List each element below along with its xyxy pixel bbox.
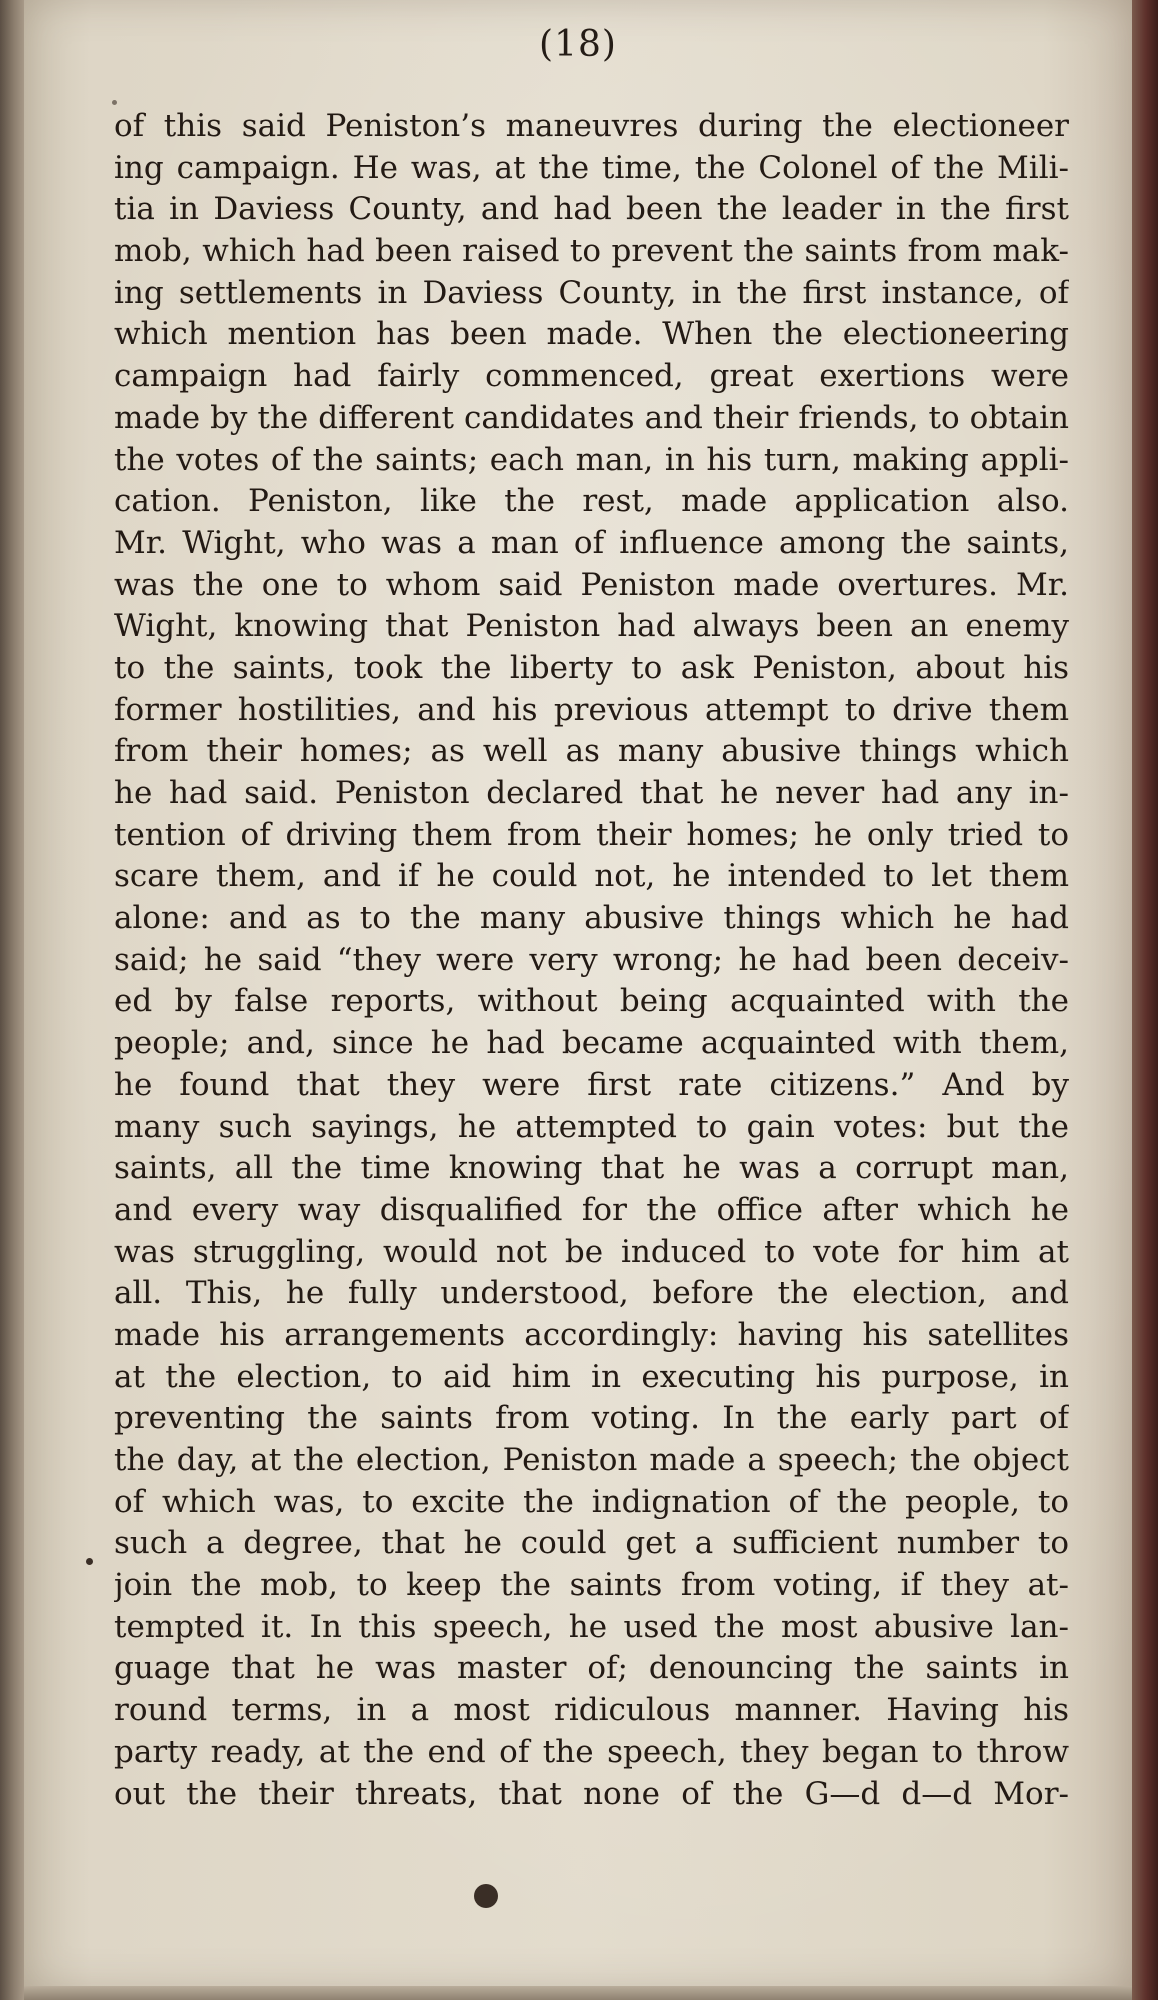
text-line: the day, at the election, Peniston made a speech; the object [114, 1442, 1069, 1478]
page-number: (18) [539, 24, 617, 65]
text-line: people; and, since he had became acquainted with them, [114, 1025, 1069, 1062]
text-line: former hostilities, and his previous attempt to drive them [114, 691, 1069, 728]
text-line: mob, which had been raised to prevent the saints from mak- [114, 233, 1069, 270]
text-line: was the one to whom said Peniston made overtures. Mr. [114, 566, 1069, 603]
text-line: at the election, to aid him in executing his purpose, in [114, 1358, 1069, 1395]
right-book-cover-edge [1132, 0, 1158, 2000]
text-line: ing settlements in Daviess County, in the first instance, of [114, 274, 1069, 311]
page-bottom-edge [24, 1986, 1132, 2000]
text-line: he had said. Peniston declared that he never had any in- [114, 775, 1069, 811]
text-line: party ready, at the end of the speech, they began to throw [114, 1733, 1069, 1770]
text-line: round terms, in a most ridiculous manner. Having his [114, 1692, 1069, 1729]
text-line: tempted it. In this speech, he used the most abusive lan- [114, 1608, 1069, 1645]
text-line: from their homes; as well as many abusive things which [114, 733, 1069, 770]
text-line: to the saints, took the liberty to ask Peniston, about his [114, 649, 1069, 686]
ink-speck [86, 1558, 93, 1565]
text-line: ing campaign. He was, at the time, the Colonel of the Mili- [114, 149, 1069, 186]
text-line: tention of driving them from their homes; he only tried to [114, 816, 1069, 853]
text-line: join the mob, to keep the saints from voting, if they at- [114, 1567, 1069, 1604]
text-line: the votes of the saints; each man, in his turn, making appli- [114, 441, 1069, 478]
body-text [114, 106, 1069, 1815]
text-line: made his arrangements accordingly: having his satellites [114, 1316, 1069, 1353]
text-line: all. This, he fully understood, before the election, and [114, 1275, 1069, 1312]
text-line: Wight, knowing that Peniston had always been an enemy [114, 608, 1069, 645]
text-line: made by the different candidates and their friends, to obtain [114, 399, 1069, 436]
text-line: tia in Daviess County, and had been the leader in the first [114, 191, 1069, 228]
paper-page [24, 0, 1132, 1990]
text-line: was struggling, would not be induced to vote for him at [114, 1233, 1069, 1270]
text-line: said; he said “they were very wrong; he had been deceiv- [114, 941, 1069, 978]
text-line: cation. Peniston, like the rest, made application also. [114, 483, 1069, 520]
text-line: he found that they were first rate citizens.” And by [114, 1066, 1069, 1103]
text-line: saints, all the time knowing that he was a corrupt man, [114, 1150, 1069, 1187]
text-line: out the their threats, that none of the G—d d—d Mor- [114, 1775, 1069, 1812]
text-line: scare them, and if he could not, he intended to let them [114, 858, 1069, 895]
text-line: of which was, to excite the indignation of the people, to [114, 1483, 1069, 1520]
text-line: of this said Peniston’s maneuvres during the electioneer [114, 108, 1069, 144]
text-line: and every way disqualified for the office after which he [114, 1191, 1069, 1228]
text-line: ed by false reports, without being acquainted with the [114, 983, 1069, 1020]
ink-speck [112, 100, 117, 105]
ink-speck [474, 1884, 498, 1908]
text-line: preventing the saints from voting. In the early part of [114, 1400, 1069, 1437]
text-line: guage that he was master of; denouncing the saints in [114, 1650, 1069, 1687]
text-line: which mention has been made. When the electioneering [114, 316, 1069, 353]
text-line: such a degree, that he could get a sufficient number to [114, 1525, 1069, 1562]
text-line: campaign had fairly commenced, great exertions were [114, 358, 1069, 395]
text-line: many such sayings, he attempted to gain votes: but the [114, 1108, 1069, 1145]
text-line: Mr. Wight, who was a man of influence among the saints, [114, 524, 1069, 561]
text-line: alone: and as to the many abusive things which he had [114, 900, 1069, 937]
